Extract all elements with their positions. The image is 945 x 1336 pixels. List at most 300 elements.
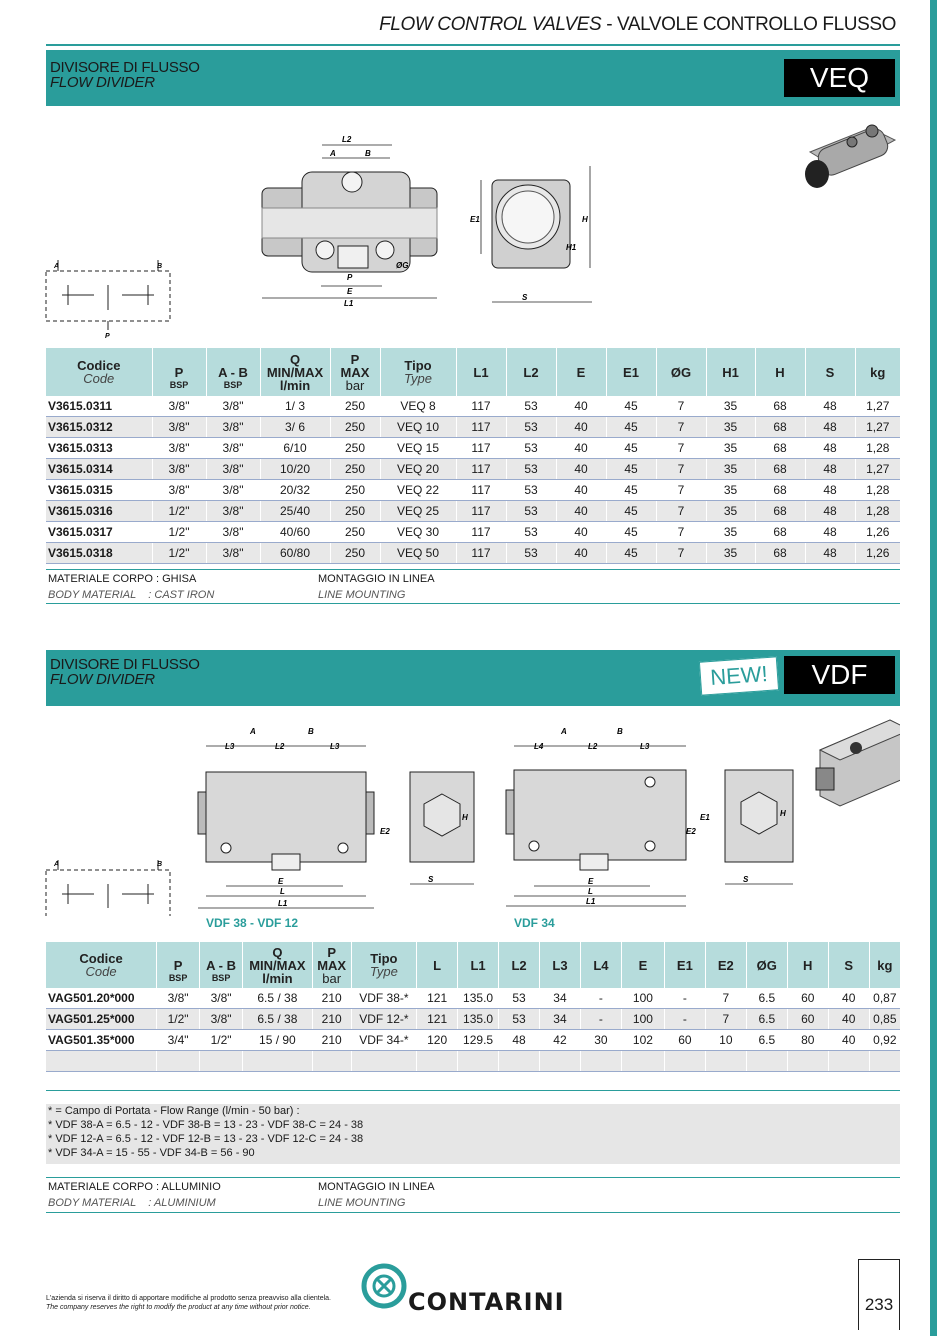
- svg-text:A: A: [561, 727, 567, 736]
- table-cell: 3/8": [206, 480, 260, 501]
- table-cell: 0,85: [869, 1009, 900, 1030]
- table-cell: V3615.0314: [46, 459, 152, 480]
- svg-text:A: A: [54, 263, 60, 270]
- table-cell: 3/8": [200, 1009, 243, 1030]
- table-cell: 250: [330, 522, 380, 543]
- col-s: S: [828, 942, 869, 988]
- table-cell: 100: [621, 988, 664, 1009]
- svg-text:H: H: [462, 813, 468, 822]
- veq-spec-table: [46, 348, 900, 564]
- brand-name: CONTARINI: [408, 1288, 565, 1316]
- col-codice: Codice Code: [46, 348, 152, 396]
- table-cell: [705, 1051, 746, 1072]
- hydraulic-symbol: [46, 860, 170, 916]
- valve-front-view: [262, 172, 437, 272]
- col-tipo: Tipo Type: [380, 348, 456, 396]
- table-cell: V3615.0317: [46, 522, 152, 543]
- svg-text:B: B: [617, 727, 623, 736]
- col-l1: L1: [456, 348, 506, 396]
- table-cell: 3/8": [206, 522, 260, 543]
- col-e1: E1: [606, 348, 656, 396]
- col-e: E: [556, 348, 606, 396]
- table-cell: 42: [540, 1030, 581, 1051]
- table-cell: 1,28: [855, 480, 900, 501]
- table-cell: 40: [556, 438, 606, 459]
- header-rule: [46, 44, 900, 46]
- table-cell: [664, 1051, 705, 1072]
- table-cell: 1/2": [152, 522, 206, 543]
- svg-text:L2: L2: [342, 135, 352, 144]
- table-cell: 7: [705, 1009, 746, 1030]
- veq-material-rule-top: [46, 569, 900, 570]
- col-kg: kg: [855, 348, 900, 396]
- svg-text:H: H: [780, 809, 786, 818]
- table-cell: 250: [330, 417, 380, 438]
- table-cell: 48: [805, 501, 855, 522]
- table-cell: 102: [621, 1030, 664, 1051]
- table-cell: VEQ 15: [380, 438, 456, 459]
- col-codice: Codice Code: [46, 942, 157, 988]
- table-cell: 53: [506, 459, 556, 480]
- table-cell: 210: [312, 1030, 351, 1051]
- col-ab: A - B BSP: [206, 348, 260, 396]
- table-cell: 250: [330, 543, 380, 564]
- table-cell: [417, 1051, 458, 1072]
- table-cell: 135.0: [458, 1009, 499, 1030]
- table-cell: 48: [805, 438, 855, 459]
- table-row: [46, 459, 900, 480]
- table-cell: 68: [755, 459, 805, 480]
- table-cell: 3/8": [152, 480, 206, 501]
- svg-text:H: H: [582, 215, 588, 224]
- valve-side-view: [492, 180, 570, 268]
- table-cell: VDF 12-*: [351, 1009, 417, 1030]
- table-cell: VEQ 10: [380, 417, 456, 438]
- table-cell: 53: [506, 417, 556, 438]
- table-cell: V3615.0313: [46, 438, 152, 459]
- table-cell: 10: [705, 1030, 746, 1051]
- table-cell: 53: [499, 1009, 540, 1030]
- svg-text:L1: L1: [344, 299, 354, 308]
- table-cell: 80: [787, 1030, 828, 1051]
- col-l: L: [417, 942, 458, 988]
- table-cell: 1,26: [855, 522, 900, 543]
- table-cell: [787, 1051, 828, 1072]
- table-cell: -: [664, 1009, 705, 1030]
- table-cell: V3615.0312: [46, 417, 152, 438]
- table-cell: 45: [606, 438, 656, 459]
- veq-technical-drawing: [40, 110, 900, 342]
- table-cell: 100: [621, 1009, 664, 1030]
- table-cell: 1,27: [855, 459, 900, 480]
- vdf-flow-range-notes: [48, 1104, 748, 1160]
- table-cell: [46, 1051, 157, 1072]
- table-cell: 3/8": [206, 459, 260, 480]
- table-cell: 48: [805, 543, 855, 564]
- svg-text:L2: L2: [588, 742, 598, 751]
- table-cell: 3/8": [206, 438, 260, 459]
- table-cell: 3/8": [206, 417, 260, 438]
- table-row: [46, 1009, 900, 1030]
- table-cell: 45: [606, 396, 656, 417]
- table-row: [46, 1030, 900, 1051]
- col-ab: A - B BSP: [200, 942, 243, 988]
- vdf-product-photo: [816, 720, 900, 806]
- table-cell: 210: [312, 1009, 351, 1030]
- table-cell: 117: [456, 459, 506, 480]
- vdf-material-rule-top: [46, 1177, 900, 1178]
- col-g: ØG: [746, 942, 787, 988]
- table-cell: VAG501.35*000: [46, 1030, 157, 1051]
- flow-range-line: * VDF 12-A = 6.5 - 12 - VDF 12-B = 13 - 23 - VDF 12-C = 24 - 38: [48, 1133, 364, 1145]
- col-p: P BSP: [152, 348, 206, 396]
- svg-text:E1: E1: [700, 813, 710, 822]
- table-cell: 30: [580, 1030, 621, 1051]
- table-cell: 7: [656, 396, 706, 417]
- table-cell: 250: [330, 501, 380, 522]
- table-cell: 15 / 90: [243, 1030, 313, 1051]
- table-cell: 7: [656, 543, 706, 564]
- veq-material-rule-bottom: [46, 603, 900, 604]
- table-cell: 48: [805, 522, 855, 543]
- col-e1: E1: [664, 942, 705, 988]
- table-row: [46, 543, 900, 564]
- svg-text:S: S: [743, 875, 749, 884]
- table-cell: 40: [828, 988, 869, 1009]
- vdf-mounting: MONTAGGIO IN LINEA LINE MOUNTING: [318, 1181, 435, 1209]
- table-cell: 117: [456, 480, 506, 501]
- table-cell: 3/8": [206, 501, 260, 522]
- table-cell: 40: [556, 543, 606, 564]
- table-cell: 68: [755, 543, 805, 564]
- table-cell: V3615.0311: [46, 396, 152, 417]
- table-cell: [621, 1051, 664, 1072]
- table-cell: 3/4": [157, 1030, 200, 1051]
- vdf-notes-rule-top: [46, 1090, 900, 1091]
- vdf-material-rule-bottom: [46, 1212, 900, 1213]
- col-pmax: P MAX bar: [330, 348, 380, 396]
- footer-disclaimer: L'azienda si riserva il diritto di apportare modifiche al prodotto senza preavviso alla clientela. The company reserves the right to modify the product at any time without prior notice.: [46, 1295, 331, 1311]
- table-cell: 250: [330, 480, 380, 501]
- table-cell: 1/2": [157, 1009, 200, 1030]
- svg-text:E: E: [278, 877, 284, 886]
- table-row: [46, 480, 900, 501]
- table-cell: 3/8": [152, 417, 206, 438]
- table-cell: 40: [556, 501, 606, 522]
- table-cell: 1,28: [855, 438, 900, 459]
- svg-text:L4: L4: [534, 742, 544, 751]
- table-cell: 35: [706, 459, 755, 480]
- veq-material: MATERIALE CORPO : GHISA BODY MATERIAL : CAST IRON: [48, 573, 215, 601]
- table-cell: 0,87: [869, 988, 900, 1009]
- table-cell: 0,92: [869, 1030, 900, 1051]
- table-row: [46, 501, 900, 522]
- table-cell: 7: [656, 522, 706, 543]
- table-cell: 250: [330, 459, 380, 480]
- svg-text:A: A: [250, 727, 256, 736]
- table-cell: 60: [787, 1009, 828, 1030]
- vdf-technical-drawing: [40, 716, 900, 916]
- table-cell: VAG501.20*000: [46, 988, 157, 1009]
- table-cell: 1/2": [152, 501, 206, 522]
- table-cell: [540, 1051, 581, 1072]
- col-h: H: [755, 348, 805, 396]
- table-cell: 120: [417, 1030, 458, 1051]
- table-cell: 7: [656, 417, 706, 438]
- table-cell: 53: [506, 438, 556, 459]
- table-row: [46, 1051, 900, 1072]
- table-cell: 60: [664, 1030, 705, 1051]
- svg-text:L1: L1: [586, 897, 596, 906]
- table-cell: [580, 1051, 621, 1072]
- table-cell: 7: [705, 988, 746, 1009]
- table-cell: V3615.0316: [46, 501, 152, 522]
- table-cell: 3/8": [152, 438, 206, 459]
- col-g: ØG: [656, 348, 706, 396]
- vdf-material: MATERIALE CORPO : ALLUMINIO BODY MATERIAL : ALUMINIUM: [48, 1181, 221, 1209]
- table-cell: 117: [456, 501, 506, 522]
- table-cell: 68: [755, 417, 805, 438]
- hydraulic-symbol: [46, 260, 170, 330]
- col-kg: kg: [869, 942, 900, 988]
- veq-product-photo: [805, 125, 895, 188]
- caption-vdf-38-12: VDF 38 - VDF 12: [206, 916, 299, 930]
- table-cell: 40: [556, 480, 606, 501]
- table-cell: 135.0: [458, 988, 499, 1009]
- table-cell: 45: [606, 501, 656, 522]
- col-tipo: Tipo Type: [351, 942, 417, 988]
- svg-text:ØG: ØG: [396, 261, 409, 270]
- table-cell: 6.5: [746, 1009, 787, 1030]
- svg-text:B: B: [157, 861, 163, 868]
- svg-text:B: B: [308, 727, 314, 736]
- table-cell: 121: [417, 1009, 458, 1030]
- table-cell: VEQ 22: [380, 480, 456, 501]
- table-cell: 3/8": [152, 396, 206, 417]
- table-cell: 117: [456, 543, 506, 564]
- table-cell: 1,27: [855, 396, 900, 417]
- table-cell: VAG501.25*000: [46, 1009, 157, 1030]
- section-title-vdf: DIVISORE DI FLUSSO FLOW DIVIDER: [50, 656, 200, 688]
- table-cell: VEQ 30: [380, 522, 456, 543]
- table-cell: 48: [805, 396, 855, 417]
- table-cell: 53: [506, 543, 556, 564]
- table-cell: VEQ 25: [380, 501, 456, 522]
- table-row: [46, 522, 900, 543]
- table-cell: 53: [506, 522, 556, 543]
- table-cell: 40: [828, 1009, 869, 1030]
- caption-vdf-34: VDF 34: [514, 916, 555, 930]
- table-cell: 7: [656, 501, 706, 522]
- table-cell: 48: [805, 417, 855, 438]
- table-cell: VDF 38-*: [351, 988, 417, 1009]
- table-cell: 10/20: [260, 459, 330, 480]
- table-cell: 48: [805, 459, 855, 480]
- svg-text:E2: E2: [380, 827, 390, 836]
- page-header-title: FLOW CONTROL VALVES - VALVOLE CONTROLLO FLUSSO: [379, 14, 896, 35]
- table-cell: 3/8": [206, 396, 260, 417]
- table-cell: 40: [556, 396, 606, 417]
- table-cell: VEQ 20: [380, 459, 456, 480]
- col-e: E: [621, 942, 664, 988]
- svg-text:A: A: [54, 861, 60, 868]
- table-cell: 40: [556, 459, 606, 480]
- table-cell: [458, 1051, 499, 1072]
- col-l2: L2: [506, 348, 556, 396]
- table-cell: VEQ 8: [380, 396, 456, 417]
- table-cell: 6/10: [260, 438, 330, 459]
- col-h1: H1: [706, 348, 755, 396]
- new-badge: NEW!: [699, 656, 779, 695]
- table-cell: 53: [506, 501, 556, 522]
- table-cell: 7: [656, 459, 706, 480]
- table-cell: 1,26: [855, 543, 900, 564]
- table-cell: -: [580, 1009, 621, 1030]
- table-cell: 1/ 3: [260, 396, 330, 417]
- table-cell: 25/40: [260, 501, 330, 522]
- table-cell: [312, 1051, 351, 1072]
- table-cell: 6.5: [746, 1030, 787, 1051]
- table-row: [46, 417, 900, 438]
- table-cell: [869, 1051, 900, 1072]
- table-cell: 35: [706, 417, 755, 438]
- table-cell: 1/2": [200, 1030, 243, 1051]
- table-cell: VDF 34-*: [351, 1030, 417, 1051]
- table-cell: 121: [417, 988, 458, 1009]
- table-row: [46, 396, 900, 417]
- page-edge-bar: [930, 0, 937, 1336]
- table-cell: 250: [330, 438, 380, 459]
- table-cell: 210: [312, 988, 351, 1009]
- svg-text:H1: H1: [566, 243, 577, 252]
- table-cell: 7: [656, 438, 706, 459]
- table-cell: 40: [556, 522, 606, 543]
- table-cell: 45: [606, 480, 656, 501]
- table-row: [46, 438, 900, 459]
- table-cell: 34: [540, 988, 581, 1009]
- table-cell: 35: [706, 543, 755, 564]
- table-cell: 35: [706, 438, 755, 459]
- table-cell: 53: [506, 396, 556, 417]
- table-cell: 7: [656, 480, 706, 501]
- table-cell: 129.5: [458, 1030, 499, 1051]
- table-cell: 117: [456, 522, 506, 543]
- table-cell: 45: [606, 417, 656, 438]
- col-l1: L1: [458, 942, 499, 988]
- col-q: Q MIN/MAX l/min: [260, 348, 330, 396]
- table-row: [46, 988, 900, 1009]
- section-title-veq: DIVISORE DI FLUSSO FLOW DIVIDER: [50, 59, 200, 91]
- svg-text:E: E: [347, 287, 353, 296]
- table-cell: 48: [805, 480, 855, 501]
- svg-text:S: S: [522, 293, 528, 302]
- col-l2: L2: [499, 942, 540, 988]
- table-cell: 40: [556, 417, 606, 438]
- table-cell: 35: [706, 522, 755, 543]
- table-cell: 60/80: [260, 543, 330, 564]
- table-cell: [200, 1051, 243, 1072]
- table-cell: -: [580, 988, 621, 1009]
- svg-text:L3: L3: [330, 742, 340, 751]
- table-cell: 3/8": [157, 988, 200, 1009]
- flow-range-line: * VDF 38-A = 6.5 - 12 - VDF 38-B = 13 - 23 - VDF 38-C = 24 - 38: [48, 1119, 364, 1131]
- product-code-vdf: VDF: [784, 656, 895, 694]
- table-cell: 3/8": [206, 543, 260, 564]
- table-cell: 1,27: [855, 417, 900, 438]
- table-cell: 6.5 / 38: [243, 1009, 313, 1030]
- table-cell: 35: [706, 480, 755, 501]
- veq-mounting: MONTAGGIO IN LINEA LINE MOUNTING: [318, 573, 435, 601]
- table-cell: [828, 1051, 869, 1072]
- table-cell: [499, 1051, 540, 1072]
- col-e2: E2: [705, 942, 746, 988]
- table-cell: 6.5 / 38: [243, 988, 313, 1009]
- vdf-spec-table: [46, 942, 900, 1072]
- svg-text:B: B: [157, 263, 163, 270]
- svg-text:L1: L1: [278, 899, 288, 908]
- svg-text:E1: E1: [470, 215, 480, 224]
- table-cell: [243, 1051, 313, 1072]
- table-cell: 1,28: [855, 501, 900, 522]
- table-cell: 68: [755, 501, 805, 522]
- svg-text:P: P: [105, 333, 110, 340]
- col-h: H: [787, 942, 828, 988]
- table-cell: 68: [755, 480, 805, 501]
- table-cell: 117: [456, 417, 506, 438]
- table-cell: 53: [499, 988, 540, 1009]
- table-cell: [157, 1051, 200, 1072]
- table-cell: V3615.0315: [46, 480, 152, 501]
- svg-text:E: E: [588, 877, 594, 886]
- table-cell: 68: [755, 522, 805, 543]
- svg-text:L3: L3: [640, 742, 650, 751]
- table-cell: V3615.0318: [46, 543, 152, 564]
- flow-range-line: * = Campo di Portata - Flow Range (l/min - 50 bar) :: [48, 1105, 300, 1117]
- col-s: S: [805, 348, 855, 396]
- table-cell: VEQ 50: [380, 543, 456, 564]
- table-cell: 117: [456, 438, 506, 459]
- col-q: Q MIN/MAX l/min: [243, 942, 313, 988]
- col-l3: L3: [540, 942, 581, 988]
- table-cell: 53: [506, 480, 556, 501]
- col-l4: L4: [580, 942, 621, 988]
- table-cell: [746, 1051, 787, 1072]
- col-p: P BSP: [157, 942, 200, 988]
- table-cell: 1/2": [152, 543, 206, 564]
- table-cell: 68: [755, 438, 805, 459]
- table-cell: 20/32: [260, 480, 330, 501]
- table-cell: 6.5: [746, 988, 787, 1009]
- svg-text:E2: E2: [686, 827, 696, 836]
- svg-text:L: L: [588, 887, 593, 896]
- table-cell: 3/8": [152, 459, 206, 480]
- table-cell: 45: [606, 543, 656, 564]
- svg-text:B: B: [365, 149, 371, 158]
- flow-range-line: * VDF 34-A = 15 - 55 - VDF 34-B = 56 - 90: [48, 1147, 255, 1159]
- table-cell: 40/60: [260, 522, 330, 543]
- table-cell: 34: [540, 1009, 581, 1030]
- table-cell: 35: [706, 501, 755, 522]
- page-number: 233: [864, 1295, 894, 1314]
- table-cell: 45: [606, 459, 656, 480]
- table-cell: 60: [787, 988, 828, 1009]
- product-code-veq: VEQ: [784, 59, 895, 97]
- table-cell: 48: [499, 1030, 540, 1051]
- svg-text:P: P: [347, 273, 353, 282]
- table-cell: 3/ 6: [260, 417, 330, 438]
- svg-text:L3: L3: [225, 742, 235, 751]
- svg-text:S: S: [428, 875, 434, 884]
